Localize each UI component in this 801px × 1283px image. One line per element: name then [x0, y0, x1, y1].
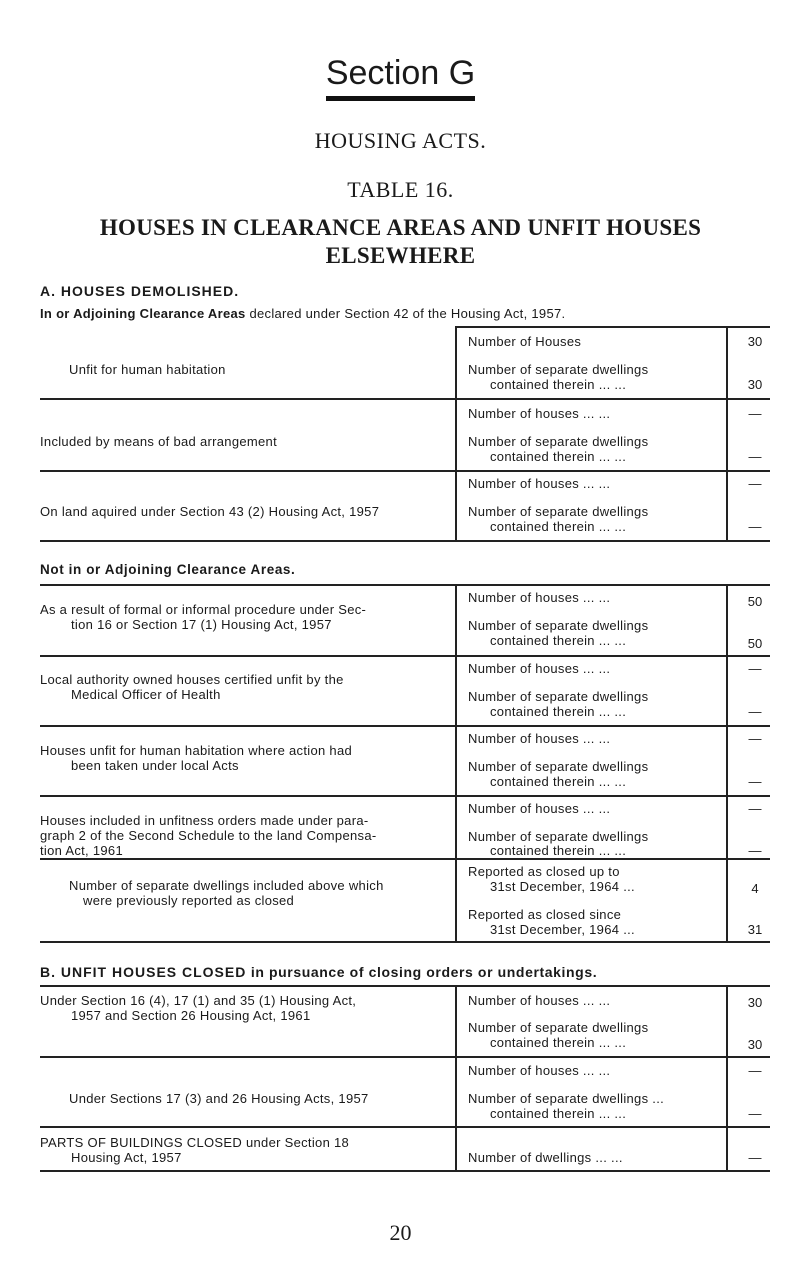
houses-label: Number of houses ... ...: [468, 1063, 611, 1078]
houses-value: —: [748, 406, 762, 421]
part-a-subheading: In or Adjoining Clearance Areas declared under Section 42 of the Housing Act, 1957.: [40, 306, 566, 321]
row-description-line-1: Houses included in unfitness orders made under para-: [40, 813, 369, 828]
houses-label: Number of Houses: [468, 334, 582, 349]
row-description-line-1: Number of separate dwellings included above which: [69, 878, 384, 893]
dwellings-label: Number of separate dwellings ...: [468, 1091, 665, 1106]
houses-label: Number of houses ... ...: [468, 801, 611, 816]
dwellings-value: —: [748, 774, 762, 789]
houses-value: —: [748, 731, 762, 746]
part-a-heading: A. HOUSES DEMOLISHED.: [40, 283, 240, 299]
dwellings-label: Number of separate dwellings: [468, 362, 649, 377]
houses-value: —: [748, 476, 762, 491]
dwellings-label: Number of separate dwellings: [468, 1020, 649, 1035]
main-title: [0, 214, 801, 270]
row-description-line-2: graph 2 of the Second Schedule to the land Compensa-: [40, 828, 377, 843]
dwellings-value: —: [748, 449, 762, 464]
row-description-line-1: PARTS OF BUILDINGS CLOSED under Section 18: [40, 1135, 350, 1150]
houses-label: Number of houses ... ...: [468, 406, 611, 421]
row-description: Unfit for human habitation: [69, 362, 226, 377]
dwellings-label-cont: contained therein ... ...: [490, 1106, 627, 1121]
row-description-line-2: were previously reported as closed: [83, 893, 295, 908]
row-description-line-1: Houses unfit for human habitation where action had: [40, 743, 353, 758]
row-description-line-2: Medical Officer of Health: [71, 687, 221, 702]
dwellings-label: Number of separate dwellings: [468, 618, 649, 633]
dwellings-label: Number of separate dwellings: [468, 759, 649, 774]
dwellings-count-label: Number of dwellings ... ...: [468, 1150, 623, 1165]
section-title: Section G: [0, 52, 801, 101]
row-description-line-2: 1957 and Section 26 Housing Act, 1961: [71, 1008, 311, 1023]
closed-since-value: 31: [747, 922, 763, 937]
dwellings-label-cont: contained therein ... ...: [490, 377, 627, 392]
houses-value: 30: [747, 995, 763, 1010]
dwellings-value: —: [748, 1106, 762, 1121]
houses-label: Number of houses ... ...: [468, 993, 611, 1008]
dwellings-label: Number of separate dwellings: [468, 829, 649, 844]
houses-value: 50: [747, 594, 763, 609]
dwellings-label-cont: contained therein ... ...: [490, 704, 627, 719]
dwellings-label: Number of separate dwellings: [468, 689, 649, 704]
row-description-line-1: Local authority owned houses certified unfit by the: [40, 672, 344, 687]
dwellings-value: 30: [747, 1037, 763, 1052]
row-description-line-2: been taken under local Acts: [71, 758, 239, 773]
row-description-line-3: tion Act, 1961: [40, 843, 123, 858]
houses-label: Number of houses ... ...: [468, 731, 611, 746]
dwellings-value: —: [748, 704, 762, 719]
row-description-line-1: Under Section 16 (4), 17 (1) and 35 (1) Housing Act,: [40, 993, 357, 1008]
page-number: 20: [389, 1220, 412, 1245]
row-description-line-2: tion 16 or Section 17 (1) Housing Act, 1957: [71, 617, 332, 632]
main-title-line-2: ELSEWHERE: [325, 243, 476, 268]
dwellings-count-value: —: [748, 1150, 762, 1165]
dwellings-label-cont: contained therein ... ...: [490, 843, 627, 858]
dwellings-value: —: [748, 843, 762, 858]
houses-label: Number of houses ... ...: [468, 476, 611, 491]
closed-since-label-cont: 31st December, 1964 ...: [490, 922, 635, 937]
dwellings-label: Number of separate dwellings: [468, 434, 649, 449]
dwellings-value: —: [748, 519, 762, 534]
row-description: Included by means of bad arrangement: [40, 434, 277, 449]
dwellings-label-cont: contained therein ... ...: [490, 449, 627, 464]
not-in-clearance-heading: Not in or Adjoining Clearance Areas.: [40, 562, 296, 577]
closed-up-to-label: Reported as closed up to: [468, 864, 620, 879]
row-description: On land aquired under Section 43 (2) Housing Act, 1957: [40, 504, 380, 519]
part-b-heading: B. UNFIT HOUSES CLOSED in pursuance of closing orders or undertakings.: [40, 964, 598, 980]
dwellings-label-cont: contained therein ... ...: [490, 519, 627, 534]
dwellings-label-cont: contained therein ... ...: [490, 633, 627, 648]
table-number: TABLE 16.: [347, 177, 454, 202]
houses-value: —: [748, 661, 762, 676]
houses-value: 30: [747, 334, 763, 349]
acts-title: HOUSING ACTS.: [314, 128, 487, 153]
dwellings-value: 30: [747, 377, 763, 392]
dwellings-label-cont: contained therein ... ...: [490, 1035, 627, 1050]
houses-value: —: [748, 1063, 762, 1078]
closed-since-label: Reported as closed since: [468, 907, 622, 922]
closed-up-to-value: 4: [751, 881, 759, 896]
closed-up-to-label-cont: 31st December, 1964 ...: [490, 879, 635, 894]
row-description-line-1: Under Sections 17 (3) and 26 Housing Acts, 1957: [69, 1091, 369, 1106]
dwellings-label: Number of separate dwellings: [468, 504, 649, 519]
houses-value: —: [748, 801, 762, 816]
dwellings-label-cont: contained therein ... ...: [490, 774, 627, 789]
houses-label: Number of houses ... ...: [468, 590, 611, 605]
row-description-line-1: As a result of formal or informal procedure under Sec-: [40, 602, 367, 617]
row-description-line-2: Housing Act, 1957: [71, 1150, 182, 1165]
dwellings-value: 50: [747, 636, 763, 651]
houses-label: Number of houses ... ...: [468, 661, 611, 676]
main-title-line-1: HOUSES IN CLEARANCE AREAS AND UNFIT HOUSES: [99, 215, 702, 240]
